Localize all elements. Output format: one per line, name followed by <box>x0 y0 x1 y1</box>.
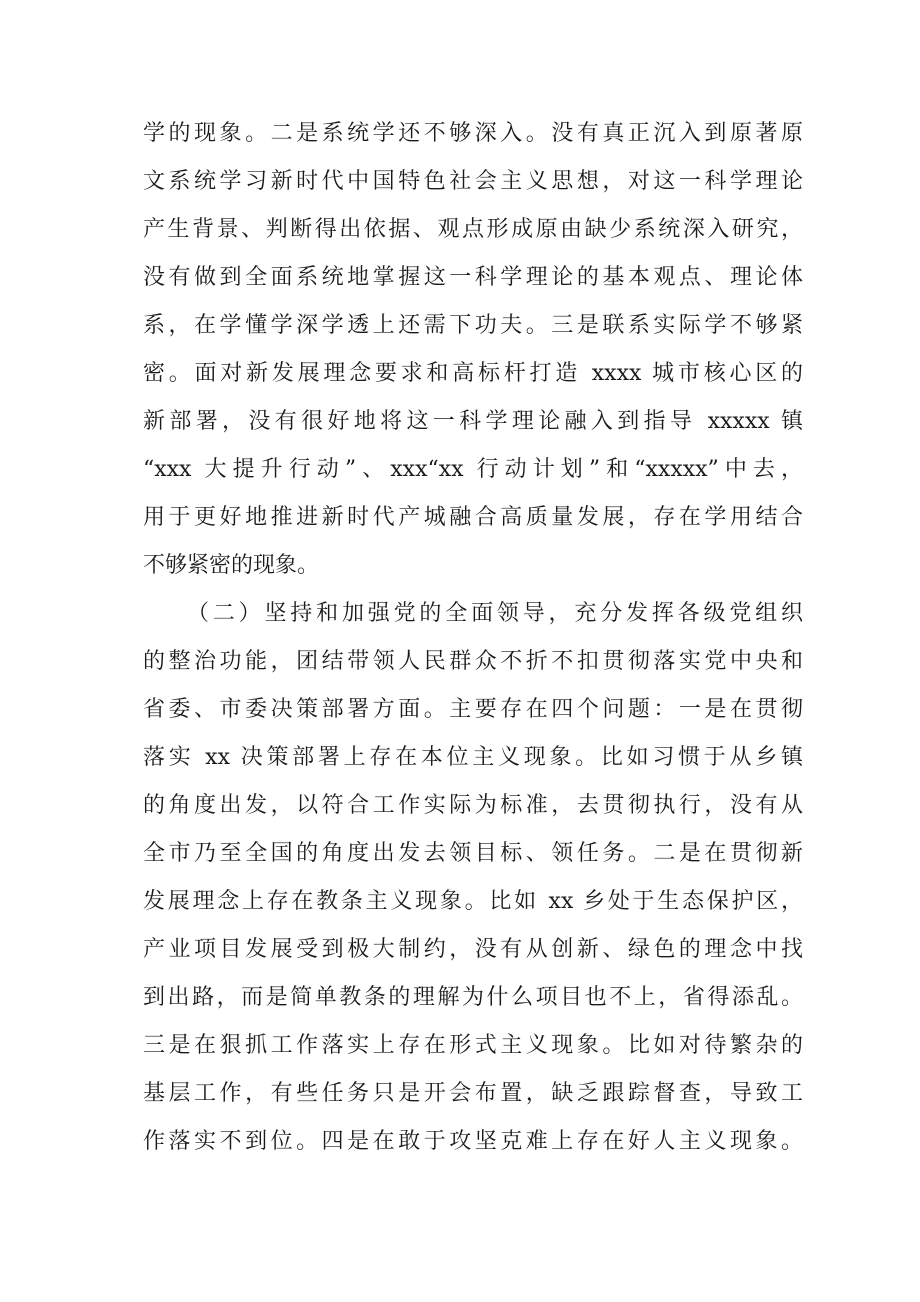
text-line: 的整治功能，团结带领人民群众不折不扣贯彻落实党中央和 <box>143 649 803 674</box>
text-line: 三是在狠抓工作落实上存在形式主义现象。比如对待繁杂的 <box>143 1033 803 1058</box>
document-body <box>143 110 803 1166</box>
text-line: 到出路，而是简单教条的理解为什么项目也不上，省得添乱。 <box>143 985 803 1010</box>
text-line: 新部署，没有很好地将这一科学理论融入到指导 xxxxx 镇 <box>143 409 803 434</box>
text-line: 产业项目发展受到极大制约，没有从创新、绿色的理念中找 <box>143 937 803 962</box>
text-line: “xxx 大提升行动”、xxx“xx 行动计划”和“xxxxx”中去， <box>143 457 803 482</box>
text-line: 学的现象。二是系统学还不够深入。没有真正沉入到原著原 <box>143 121 803 146</box>
text-line: 发展理念上存在教条主义现象。比如 xx 乡处于生态保护区， <box>143 889 803 914</box>
text-line: 不够紧密的现象。 <box>143 553 320 578</box>
text-line: 省委、市委决策部署方面。主要存在四个问题：一是在贯彻 <box>143 697 803 722</box>
text-line: 作落实不到位。四是在敢于攻坚克难上存在好人主义现象。 <box>143 1129 803 1154</box>
text-line: 密。面对新发展理念要求和高标杆打造 xxxx 城市核心区的 <box>143 361 803 386</box>
text-line: 全市乃至全国的角度出发去领目标、领任务。二是在贯彻新 <box>143 841 803 866</box>
text-line: 系，在学懂学深学透上还需下功夫。三是联系实际学不够紧 <box>143 313 803 338</box>
text-line: 的角度出发，以符合工作实际为标准，去贯彻执行，没有从 <box>143 793 803 818</box>
section-heading-line: （二）坚持和加强党的全面领导，充分发挥各级党组织 <box>187 601 803 626</box>
paragraph-1 <box>143 110 803 590</box>
text-line: 没有做到全面系统地掌握这一科学理论的基本观点、理论体 <box>143 265 803 290</box>
text-line: 落实 xx 决策部署上存在本位主义现象。比如习惯于从乡镇 <box>143 745 803 770</box>
text-line: 文系统学习新时代中国特色社会主义思想，对这一科学理论 <box>143 169 803 194</box>
paragraph-2 <box>143 590 803 1166</box>
text-line: 基层工作，有些任务只是开会布置，缺乏跟踪督查，导致工 <box>143 1081 803 1106</box>
text-line: 产生背景、判断得出依据、观点形成原由缺少系统深入研究， <box>143 217 803 242</box>
text-line: 用于更好地推进新时代产城融合高质量发展，存在学用结合 <box>143 505 803 530</box>
